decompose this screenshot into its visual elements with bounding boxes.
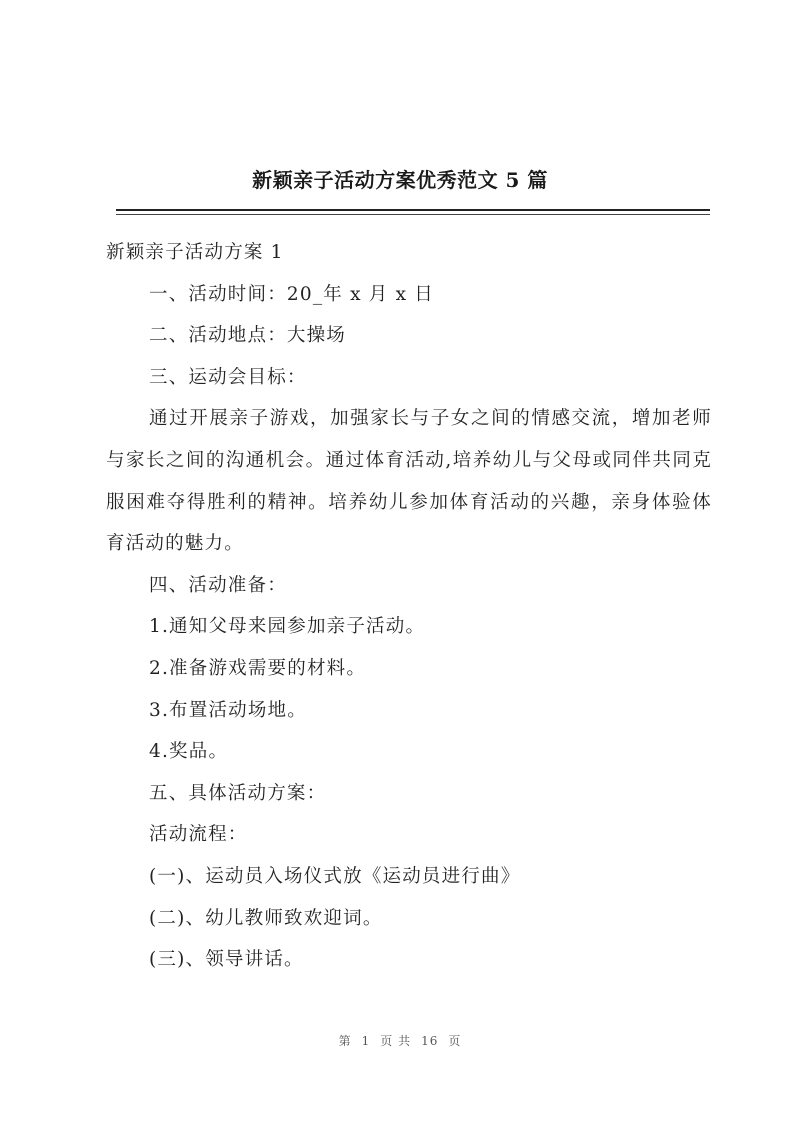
activity-place-line: 二、活动地点：大操场 [149,325,347,347]
flow-item-2: (二)、幼儿教师致欢迎词。 [149,907,383,929]
footer-middle: 页 共 [380,1034,412,1048]
title-underline-thick [116,209,710,211]
preparation-item-4: 4.奖品。 [149,741,229,763]
preparation-item-2: 2.准备游戏需要的材料。 [149,657,367,679]
preparation-item-3: 3.布置活动场地。 [149,699,307,721]
flow-heading: 活动流程： [149,824,248,846]
preparation-item-1: 1.通知父母来园参加亲子活动。 [149,616,426,638]
page-footer [0,1032,800,1049]
footer-page-number: 1 [361,1034,371,1048]
flow-item-3: (三)、领导讲话。 [149,949,304,971]
activity-time-line: 一、活动时间：20_年 x 月 x 日 [149,283,434,305]
footer-page-total: 16 [421,1034,439,1048]
goal-paragraph: 通过开展亲子游戏，加强家长与子女之间的情感交流，增加老师与家长之间的沟通机会。通过体育活动,培养幼儿与父母或同伴共同克服困难夺得胜利的精神。培养幼儿参加体育活动的兴趣，亲身体验体育活动的魅力。 [106,408,712,555]
document-body [106,232,712,981]
flow-item-1: (一)、运动员入场仪式放《运动员进行曲》 [149,865,521,887]
goal-heading: 三、运动会目标： [149,366,307,388]
title-underline-thin [116,214,710,215]
document-title: 新颖亲子活动方案优秀范文 5 篇 [252,168,548,192]
section-heading: 新颖亲子活动方案 1 [106,242,284,263]
footer-prefix: 第 [338,1034,352,1048]
plan-heading: 五、具体活动方案： [149,782,327,804]
footer-suffix: 页 [448,1034,462,1048]
preparation-heading: 四、活动准备： [149,574,287,596]
